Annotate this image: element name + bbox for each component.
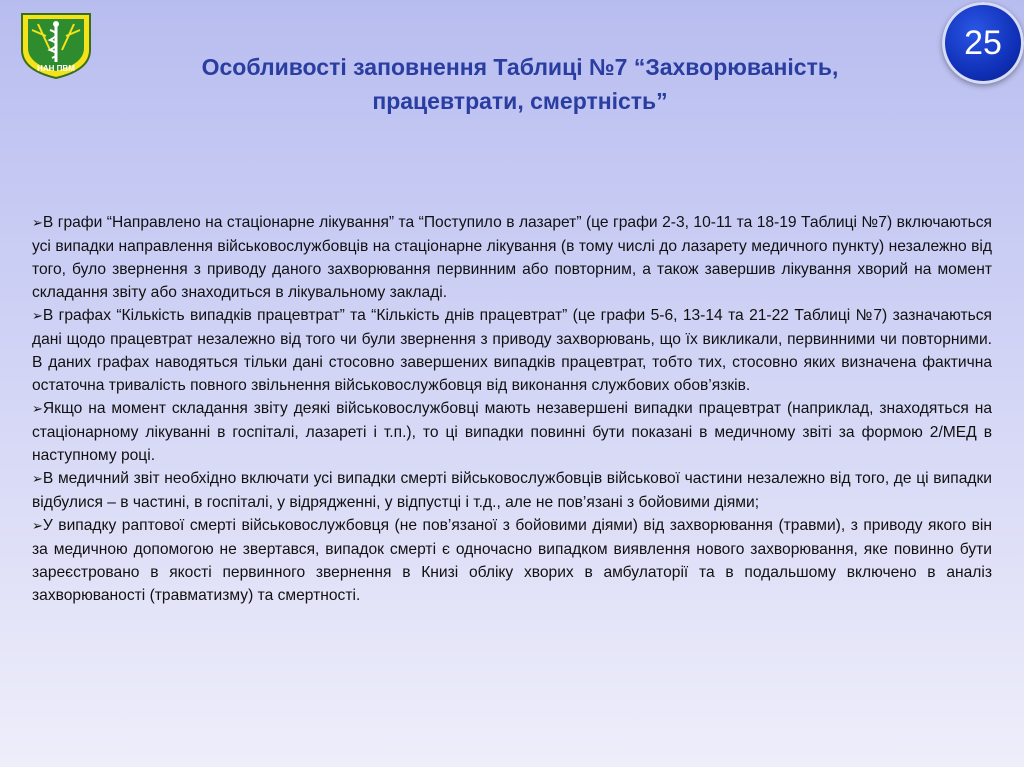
- bullet-item: [32, 304, 992, 397]
- bullet-item: [32, 467, 992, 514]
- bullet-text: Якщо на момент складання звіту деякі військовослужбовці мають незавершені випадки працевтрат (наприклад, знаходяться на стаціонарному лікуванні в госпіталі, лазареті і т.п.), то ці випадки повинні бути показані в медичному звіті за формою 2/МЕД в наступному році.: [32, 400, 992, 464]
- slide-title: [110, 50, 930, 118]
- slide-number: 25: [964, 23, 1002, 62]
- bullet-text: У випадку раптової смерті військовослужбовця (не пов’язаної з бойовими діями) від захворювання (травми), з приводу якого він за медичною допомогою не звертався, випадок смерті є одночасно випадком виявлення нового захворювання, яке повинно бути зареєстровано в якості первинного звернення в Книзі обліку хворих в амбулаторії та в подальшому включено в аналіз захворюваності (травматизму) та смертності.: [32, 517, 992, 604]
- bullet-text: В графах “Кількість випадків працевтрат” та “Кількість днів працевтрат” (це графи 5-6, 13-14 та 21-22 Таблиці №7) зазначаються дані щодо працевтрат незалежно від того чи були звернення з приводу захворювань, що їх викликали, первинними чи повторними. В даних графах наводяться тільки дані стосовно завершених випадків працевтрат, тобто тих, стосовно яких визначена фактична остаточна тривалість повного звільнення військовослужбовця від виконання службових обов’язків.: [32, 307, 992, 394]
- bullet-item: [32, 211, 992, 304]
- title-line-2: працевтрати, смертність”: [372, 88, 668, 114]
- arrow-bullet-icon: ➢: [32, 519, 43, 534]
- bullet-item: [32, 397, 992, 467]
- svg-text:НАН ПВМ: НАН ПВМ: [37, 64, 75, 73]
- arrow-bullet-icon: ➢: [32, 216, 43, 231]
- title-line-1: Особливості заповнення Таблиці №7 “Захворюваність,: [201, 54, 839, 80]
- bullet-item: [32, 514, 992, 607]
- slide-number-badge: [942, 2, 1024, 84]
- arrow-bullet-icon: ➢: [32, 472, 43, 487]
- bullet-text: В графи “Направлено на стаціонарне лікування” та “Поступило в лазарет” (це графи 2-3, 10-11 та 18-19 Таблиці №7) включаються усі випадки направлення військовослужбовців на стаціонарне лікування (в тому числі до лазарету медичного пункту) незалежно від того, було звернення з приводу даного захворювання первинним або повторним, а також завершив лікування хворий на момент складання звіту або знаходиться в лікувальному закладі.: [32, 214, 992, 301]
- arrow-bullet-icon: ➢: [32, 309, 43, 324]
- bullet-text: В медичний звіт необхідно включати усі випадки смерті військовослужбовців військової частини незалежно від того, де ці випадки відбулися – в частині, в госпіталі, у відрядженні, у відпустці і т.д., але не пов’язані з бойовими діями;: [32, 470, 992, 511]
- emblem-logo: [16, 10, 96, 80]
- bullet-list: [32, 211, 992, 607]
- arrow-bullet-icon: ➢: [32, 402, 43, 417]
